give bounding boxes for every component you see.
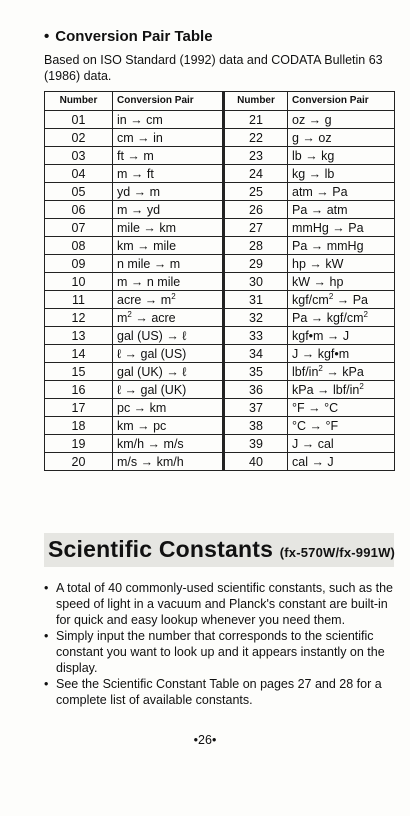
- table-row: [45, 417, 395, 435]
- conversion-pair-table: [44, 91, 395, 471]
- section-title: [44, 28, 213, 45]
- number-cell: 30: [224, 273, 288, 291]
- conversion-pair-cell: atm → Pa: [288, 183, 395, 201]
- number-cell: 15: [45, 363, 113, 381]
- conversion-pair-cell: ℓ → gal (US): [113, 345, 224, 363]
- conversion-pair-cell: yd → m: [113, 183, 224, 201]
- conversion-pair-cell: ℓ → gal (UK): [113, 381, 224, 399]
- number-cell: 29: [224, 255, 288, 273]
- superscript: 2: [359, 381, 364, 391]
- table-row: [45, 453, 395, 471]
- header-number-2: Number: [224, 92, 288, 111]
- number-cell: 33: [224, 327, 288, 345]
- number-cell: 25: [224, 183, 288, 201]
- header-conversion-pair-2: Conversion Pair: [288, 92, 395, 111]
- number-cell: 01: [45, 111, 113, 129]
- table-row: [45, 381, 395, 399]
- table-row: [45, 237, 395, 255]
- number-cell: 28: [224, 237, 288, 255]
- number-cell: 22: [224, 129, 288, 147]
- number-cell: 32: [224, 309, 288, 327]
- table-row: [45, 291, 395, 309]
- list-item: [44, 580, 394, 628]
- scientific-constants-heading: [48, 536, 395, 563]
- conversion-pair-cell: m → yd: [113, 201, 224, 219]
- conversion-pair-cell: kPa → lbf/$in^2$: [288, 381, 395, 399]
- conversion-pair-cell: mmHg → Pa: [288, 219, 395, 237]
- number-cell: 27: [224, 219, 288, 237]
- table-row: [45, 255, 395, 273]
- conversion-pair-cell: km → pc: [113, 417, 224, 435]
- conversion-pair-cell: km/h → m/s: [113, 435, 224, 453]
- number-cell: 34: [224, 345, 288, 363]
- number-cell: 19: [45, 435, 113, 453]
- number-cell: 35: [224, 363, 288, 381]
- bullet-icon: •: [44, 629, 49, 643]
- intro-text: Based on ISO Standard (1992) data and CODATA Bulletin 63 (1986) data.: [44, 53, 383, 83]
- number-cell: 04: [45, 165, 113, 183]
- number-cell: 20: [45, 453, 113, 471]
- bullet-text: See the Scientific Constant Table on pages 27 and 28 for a complete list of available constants.: [56, 677, 382, 707]
- number-cell: 09: [45, 255, 113, 273]
- number-cell: 39: [224, 435, 288, 453]
- superscript: 2: [127, 309, 132, 319]
- number-cell: 16: [45, 381, 113, 399]
- table-row: [45, 183, 395, 201]
- list-item: [44, 676, 394, 708]
- table-row: [45, 165, 395, 183]
- number-cell: 37: [224, 399, 288, 417]
- number-cell: 38: [224, 417, 288, 435]
- conversion-pair-cell: mile → km: [113, 219, 224, 237]
- conversion-pair-cell: kgf/$cm^2 \to Pa$: [288, 291, 395, 309]
- conversion-pair-cell: kgf•m → J: [288, 327, 395, 345]
- conversion-pair-cell: cm → in: [113, 129, 224, 147]
- header-conversion-pair-1: Conversion Pair: [113, 92, 224, 111]
- heading-text: Scientific Constants: [48, 536, 274, 562]
- conversion-pair-cell: kg → lb: [288, 165, 395, 183]
- conversion-pair-cell: °F → °C: [288, 399, 395, 417]
- conversion-pair-cell: gal (US) → ℓ: [113, 327, 224, 345]
- number-cell: 36: [224, 381, 288, 399]
- table-row: [45, 111, 395, 129]
- bullet-icon: •: [44, 581, 49, 595]
- superscript: 2: [318, 363, 323, 373]
- superscript: 2: [328, 291, 334, 301]
- conversion-pair-cell: lb → kg: [288, 147, 395, 165]
- conversion-pair-cell: pc → km: [113, 399, 224, 417]
- number-cell: 12: [45, 309, 113, 327]
- table-row: [45, 435, 395, 453]
- conversion-pair-cell: $m^2$ → acre: [113, 309, 224, 327]
- number-cell: 24: [224, 165, 288, 183]
- conversion-pair-cell: °C → °F: [288, 417, 395, 435]
- conversion-pair-cell: acre → $m^2$: [113, 291, 224, 309]
- table-row: [45, 273, 395, 291]
- table-row: [45, 147, 395, 165]
- feature-list: [44, 580, 394, 708]
- bullet-text: Simply input the number that corresponds to the scientific constant you want to look up and it appears instantly on the display.: [56, 629, 385, 675]
- number-cell: 07: [45, 219, 113, 237]
- number-cell: 23: [224, 147, 288, 165]
- conversion-pair-cell: J → kgf•m: [288, 345, 395, 363]
- number-cell: 08: [45, 237, 113, 255]
- table-row: [45, 327, 395, 345]
- number-cell: 03: [45, 147, 113, 165]
- section-title-text: Conversion Pair Table: [55, 28, 213, 45]
- bullet-icon: •: [44, 28, 50, 45]
- list-item: [44, 628, 394, 676]
- number-cell: 17: [45, 399, 113, 417]
- conversion-pair-cell: Pa → mmHg: [288, 237, 395, 255]
- conversion-pair-cell: m → ft: [113, 165, 224, 183]
- conversion-pair-cell: km → mile: [113, 237, 224, 255]
- page-number: •26•: [193, 733, 217, 747]
- conversion-pair-cell: m/s → km/h: [113, 453, 224, 471]
- table-row: [45, 309, 395, 327]
- conversion-pair-cell: oz → g: [288, 111, 395, 129]
- number-cell: 06: [45, 201, 113, 219]
- number-cell: 10: [45, 273, 113, 291]
- bullet-icon: •: [44, 677, 49, 691]
- conversion-pair-cell: J → cal: [288, 435, 395, 453]
- conversion-pair-cell: m → n mile: [113, 273, 224, 291]
- bullet-text: A total of 40 commonly-used scientific constants, such as the speed of light in a vacuum and Planck's constant are built-in for quick and easy lookup whenever you need them.: [56, 581, 393, 627]
- table-header-row: [45, 92, 395, 111]
- superscript: 2: [363, 309, 368, 319]
- conversion-pair-cell: gal (UK) → ℓ: [113, 363, 224, 381]
- header-number-1: Number: [45, 92, 113, 111]
- number-cell: 13: [45, 327, 113, 345]
- conversion-pair-cell: ft → m: [113, 147, 224, 165]
- conversion-pair-cell: g → oz: [288, 129, 395, 147]
- number-cell: 11: [45, 291, 113, 309]
- table-row: [45, 129, 395, 147]
- superscript: 2: [171, 291, 176, 301]
- table-row: [45, 345, 395, 363]
- number-cell: 40: [224, 453, 288, 471]
- conversion-pair-cell: kW → hp: [288, 273, 395, 291]
- number-cell: 18: [45, 417, 113, 435]
- conversion-pair-cell: cal → J: [288, 453, 395, 471]
- number-cell: 05: [45, 183, 113, 201]
- table-row: [45, 399, 395, 417]
- conversion-pair-cell: hp → kW: [288, 255, 395, 273]
- model-label: (fx-570W/fx-991W): [279, 545, 396, 560]
- table-row: [45, 201, 395, 219]
- conversion-pair-cell: in → cm: [113, 111, 224, 129]
- number-cell: 31: [224, 291, 288, 309]
- conversion-pair-cell: Pa → atm: [288, 201, 395, 219]
- conversion-pair-cell: n mile → m: [113, 255, 224, 273]
- conversion-pair-cell: lbf/$in^2$ → kPa: [288, 363, 395, 381]
- number-cell: 02: [45, 129, 113, 147]
- number-cell: 26: [224, 201, 288, 219]
- number-cell: 14: [45, 345, 113, 363]
- table-row: [45, 363, 395, 381]
- conversion-pair-cell: Pa → kgf/$cm^2$: [288, 309, 395, 327]
- table-row: [45, 219, 395, 237]
- number-cell: 21: [224, 111, 288, 129]
